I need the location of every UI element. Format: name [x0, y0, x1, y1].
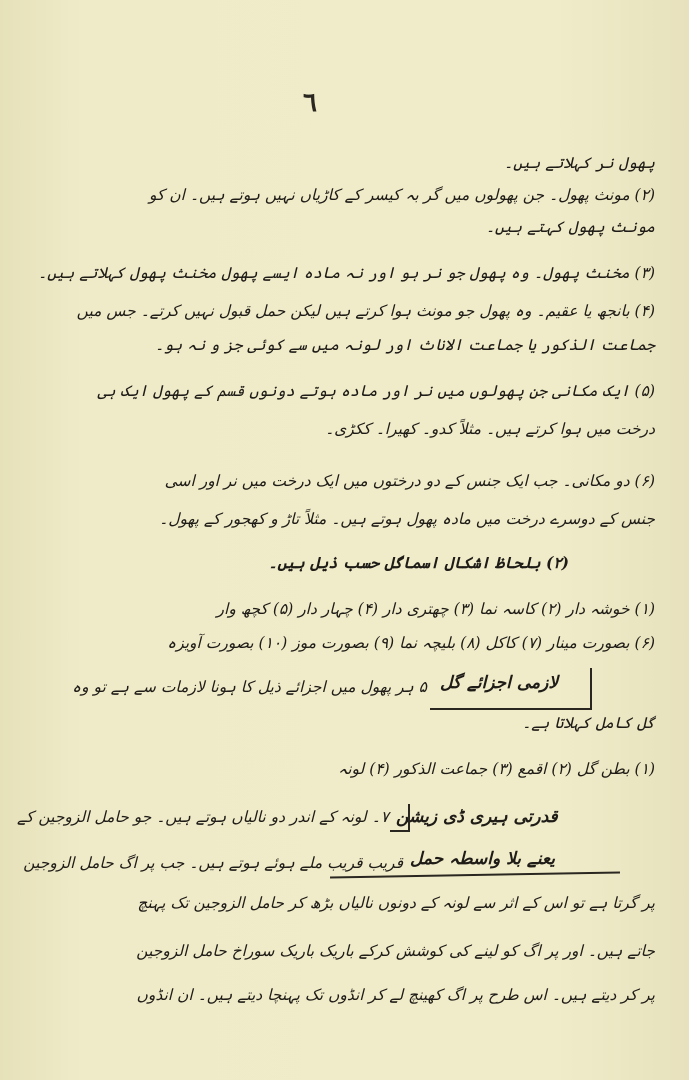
text-line-10: جنس کے دوسرے درخت میں مادہ پھول ہوتے ہیں۔ مثلاً تاڑ و کھجور کے پھول۔ — [159, 510, 655, 528]
list-row-3: (۱) بطن گل (۲) اقمع (۳) جماعت الذکور (۴) لونہ — [338, 760, 655, 778]
list-row-2: (۶) بصورت مینار (۷) کاکل (۸) بلیچہ نما (۹) بصورت موز (۱۰) بصورت آویزہ — [167, 634, 655, 652]
text-line-15: پر گرتا ہے تو اس کے اثر سے لونہ کے دونوں نالیاں بڑھ کر حامل الزوجین تک پہنچ — [137, 894, 655, 912]
margin-heading-by-vectors: یعنے بلا واسطہ حمل — [410, 849, 555, 869]
margin-heading-frame-2 — [390, 804, 410, 832]
text-line-8: درخت میں ہوا کرتے ہیں۔ مثلاً کدو۔ کھیرا۔ ککڑی۔ — [325, 420, 655, 438]
text-line-6: جماعت الذکور یا جماعت الاناث اور لونہ میں سے کوئی جز و نہ ہو۔ — [155, 336, 655, 354]
text-line-1: پھول نر کہلاتے ہیں۔ — [503, 154, 655, 172]
text-line-7: (۵) ایک مکانی جن پھولوں میں نر اور مادہ ہوتے دونوں قسم کے پھول ایک ہی — [97, 382, 655, 400]
text-line-3: مونث پھول کہتے ہیں۔ — [485, 218, 655, 236]
section-heading: (۲) بلحاظ اشکال اسماگل حسب ذیل ہیں۔ — [268, 553, 569, 572]
text-line-13: ۷۔ لونہ کے اندر دو نالیاں ہوتے ہیں۔ جو حامل الزوجین کے — [16, 808, 389, 826]
text-line-12: گل کامل کہلاتا ہے۔ — [522, 714, 655, 732]
page-number: ٦ — [303, 88, 317, 118]
list-row-1: (۱) خوشہ دار (۲) کاسہ نما (۳) چھتری دار (۴) چہار دار (۵) کچھ وار — [216, 600, 655, 618]
text-line-9: (۶) دو مکانی۔ جب ایک جنس کے دو درختوں میں ایک درخت میں نر اور اسی — [164, 472, 655, 490]
margin-heading-essential-parts: لازمی اجزائے گل — [440, 673, 559, 693]
text-line-11: ۵ ہر پھول میں اجزائے ذیل کا ہونا لازمات سے ہے تو وہ — [72, 678, 427, 696]
text-line-2: (۲) مونث پھول۔ جن پھولوں میں گر بہ کیسر کے کاڑیاں نہیں ہوتے ہیں۔ ان کو — [148, 186, 655, 204]
text-line-4: (۳) مخنث پھول۔ وہ پھول جو نر ہو اور نہ مادہ ایسے پھول مخنث پھول کہلاتے ہیں۔ — [38, 264, 655, 282]
margin-heading-pollination: قدرتی ہیری ڈی زیشن — [396, 807, 558, 827]
text-line-17: پر کر دیتے ہیں۔ اس طرح پر اگ کھینچ لے کر انڈوں تک پہنچا دیتے ہیں۔ ان انڈوں — [136, 986, 655, 1004]
text-line-16: جاتے ہیں۔ اور پر اگ کو لینے کی کوشش کرکے باریک باریک سوراخ حامل الزوجین — [136, 942, 655, 960]
margin-heading-frame — [430, 668, 592, 710]
text-line-14: قریب قریب ملے ہوئے ہوتے ہیں۔ جب پر اگ حامل الزوجین — [23, 854, 403, 872]
text-line-5: (۴) بانجھ یا عقیم۔ وہ پھول جو مونث ہوا کرتے ہیں لیکن حمل قبول نہیں کرتے۔ جس میں — [76, 302, 655, 320]
